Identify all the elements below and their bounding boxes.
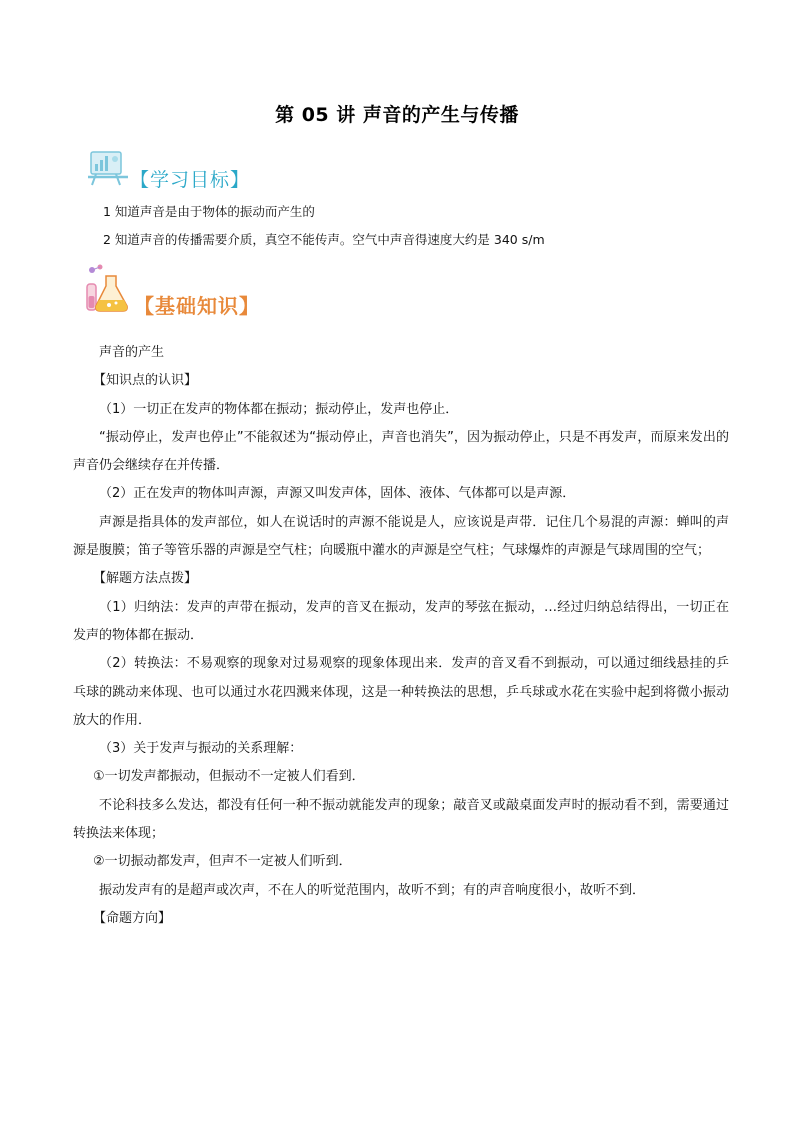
paragraph: 声源是指具体的发声部位，如人在说话时的声源不能说是人，应该说是声带．记住几个易混的声源：蝉叫的声源是腹膜；笛子等管乐器的声源是空气柱；向暖瓶中灌水的声源是空气柱；气球爆炸的声源是气球周围的空气；: [73, 514, 729, 559]
paragraph: 不论科技多么发达，都没有任何一种不振动就能发声的现象；敲音叉或敲桌面发声时的振动看不到，需要通过转换法来体现；: [73, 797, 729, 842]
basic-knowledge-heading: [82, 262, 260, 319]
goal-item-2: 2 知道声音的传播需要介质，真空不能传声。空气中声音得速度大约是 340 s/m: [103, 232, 545, 247]
lab-flask-icon: [82, 264, 132, 318]
learning-goals-label: 【学习目标】: [130, 168, 251, 191]
subheading-knowledge: 【知识点的认识】: [93, 373, 198, 389]
paragraph: ②一切振动都发声，但声不一定被人们听到．: [93, 854, 352, 870]
goal-item-1: 1 知道声音是由于物体的振动而产生的: [103, 204, 315, 219]
paragraph: “振动停止，发声也停止”不能叙述为“振动停止，声音也消失”，因为振动停止，只是不再发声，而原来发出的声音仍会继续存在并传播．: [73, 429, 729, 474]
page-title: 第 05 讲 声音的产生与传播: [275, 104, 519, 126]
subheading-method: 【解题方法点拨】: [93, 571, 198, 587]
learning-goals-list: [103, 198, 545, 254]
paragraph: （2）转换法：不易观察的现象对过易观察的现象体现出来．发声的音叉看不到振动，可以通过细线悬挂的乒乓球的跳动来体现、也可以通过水花四溅来体现，这是一种转换法的思想，乒乓球或水花在实验中起到将微小振动放大的作用．: [73, 656, 729, 728]
paragraph: （3）关于发声与振动的关系理解：: [99, 741, 303, 757]
main-content: [73, 339, 729, 933]
paragraph: （1）归纳法：发声的声带在振动，发声的音叉在振动，发声的琴弦在振动，…经过归纳总结得出，一切正在发声的物体都在振动．: [73, 599, 729, 643]
subheading-direction: 【命题方向】: [93, 910, 172, 926]
paragraph: （2）正在发声的物体叫声源，声源又叫发声体，固体、液体、气体都可以是声源．: [99, 486, 576, 502]
paragraph: （1）一切正在发声的物体都在振动；振动停止，发声也停止．: [99, 401, 459, 417]
learning-goals-heading: [88, 150, 250, 192]
presentation-board-icon: [88, 150, 128, 192]
paragraph: 声音的产生: [99, 345, 165, 360]
paragraph: ①一切发声都振动，但振动不一定被人们看到．: [93, 769, 365, 785]
basic-knowledge-label: 【基础知识】: [134, 294, 260, 318]
paragraph: 振动发声有的是超声或次声，不在人的听觉范围内，故听不到；有的声音响度很小，故听不到．: [99, 882, 646, 898]
